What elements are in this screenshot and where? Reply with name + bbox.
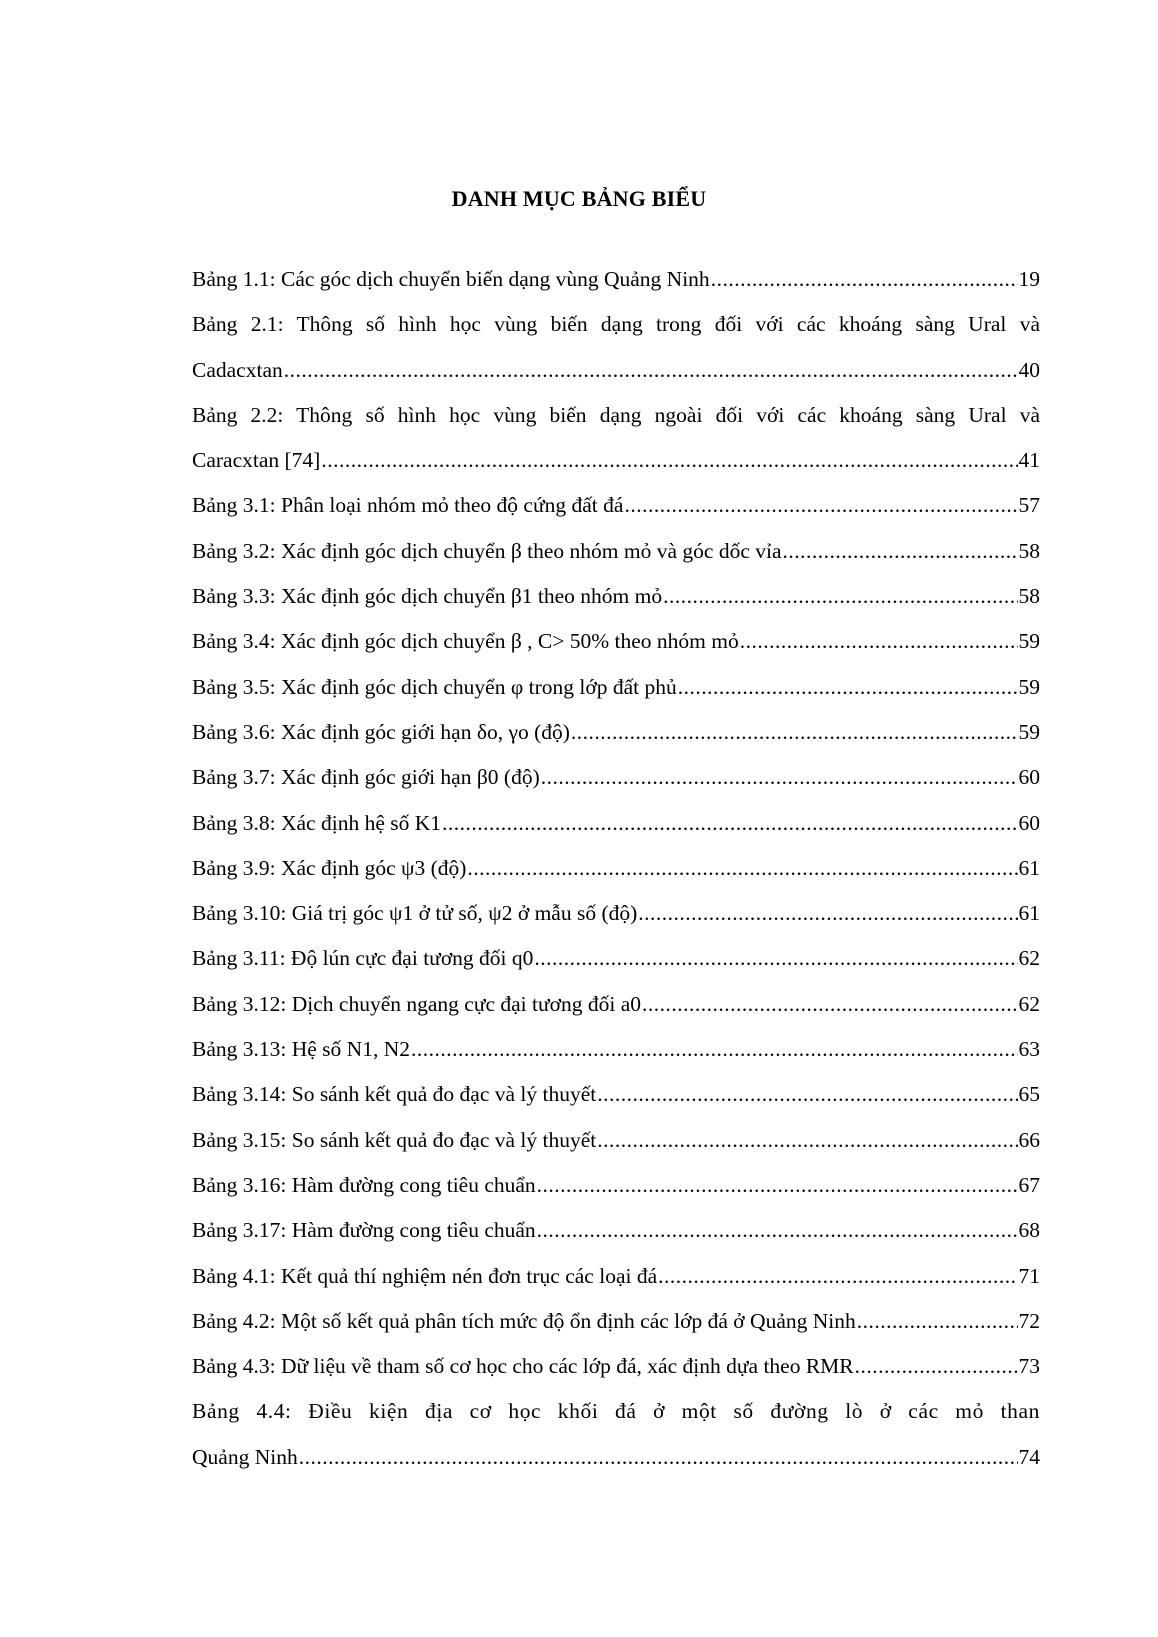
- toc-entry-label: Quảng Ninh: [192, 1444, 298, 1469]
- toc-entry-label: Bảng 3.11: Độ lún cực đại tương đối q0: [192, 946, 534, 971]
- toc-entry-page: 40: [1018, 357, 1040, 382]
- leader-dots: [534, 936, 1017, 981]
- leader-dots: [624, 483, 1017, 528]
- toc-entry-page: 57: [1018, 493, 1040, 518]
- toc-entry-label: Bảng 3.4: Xác định góc dịch chuyển β , C> 50% theo nhóm mỏ: [192, 629, 739, 654]
- toc-entry-page: 72: [1018, 1308, 1040, 1333]
- leader-dots: [711, 257, 1018, 302]
- toc-entry[interactable]: [192, 1208, 1040, 1253]
- toc-entry-page: 67: [1018, 1172, 1040, 1197]
- toc-entry-page: 59: [1018, 719, 1040, 744]
- toc-entry-page: 61: [1018, 855, 1040, 880]
- leader-dots: [638, 891, 1017, 936]
- toc-entry-label: Bảng 3.16: Hàm đường cong tiêu chuẩn: [192, 1172, 536, 1197]
- toc-entry-page: 62: [1018, 991, 1040, 1016]
- toc-entry-page: 73: [1018, 1354, 1040, 1379]
- toc-entry-label: Bảng 3.2: Xác định góc dịch chuyển β theo nhóm mỏ và góc dốc vỉa: [192, 538, 782, 563]
- toc-entry[interactable]: [192, 1118, 1040, 1163]
- toc-entry-label: Bảng 3.17: Hàm đường cong tiêu chuẩn: [192, 1218, 536, 1243]
- toc-entry[interactable]: [192, 755, 1040, 800]
- toc-entry[interactable]: [192, 529, 1040, 574]
- toc-entry-page: 66: [1018, 1127, 1040, 1152]
- toc-entry-label: Bảng 3.14: So sánh kết quả đo đạc và lý thuyết: [192, 1082, 597, 1107]
- leader-dots: [678, 665, 1018, 710]
- toc-entry-label: Bảng 3.3: Xác định góc dịch chuyển β1 theo nhóm mỏ: [192, 584, 663, 609]
- leader-dots: [321, 438, 1017, 483]
- toc-entry[interactable]: [192, 1163, 1040, 1208]
- toc-entry[interactable]: [192, 257, 1040, 302]
- toc-entry-first-line: Bảng 2.2: Thông số hình học vùng biến dạng ngoài đối với các khoáng sàng Ural và: [192, 402, 1040, 427]
- toc-entry[interactable]: [192, 1027, 1040, 1072]
- leader-dots: [855, 1344, 1018, 1389]
- toc-entry[interactable]: [192, 710, 1040, 755]
- leader-dots: [783, 529, 1018, 574]
- table-of-contents: [192, 257, 1040, 1480]
- leader-dots: [663, 574, 1017, 619]
- toc-entry[interactable]: [192, 891, 1040, 936]
- toc-entry-label: Bảng 4.3: Dữ liệu về tham số cơ học cho các lớp đá, xác định dựa theo RMR: [192, 1354, 854, 1379]
- toc-entry-page: 68: [1018, 1218, 1040, 1243]
- toc-entry-label: Bảng 3.7: Xác định góc giới hạn β0 (độ): [192, 765, 540, 790]
- leader-dots: [597, 1072, 1017, 1117]
- toc-entry-page: 71: [1018, 1263, 1040, 1288]
- toc-entry-label: Cadacxtan: [192, 357, 283, 382]
- toc-entry-page: 59: [1018, 674, 1040, 699]
- toc-entry-page: 61: [1018, 901, 1040, 926]
- leader-dots: [467, 846, 1017, 891]
- toc-entry-page: 41: [1018, 448, 1040, 473]
- leader-dots: [857, 1299, 1018, 1344]
- page-title: DANH MỤC BẢNG BIỂU: [451, 186, 707, 211]
- toc-entry-label: Bảng 3.8: Xác định hệ số K1: [192, 810, 442, 835]
- toc-entry-label: Bảng 3.13: Hệ số N1, N2: [192, 1037, 410, 1062]
- leader-dots: [642, 982, 1017, 1027]
- toc-entry-page: 58: [1018, 584, 1040, 609]
- toc-entry[interactable]: [192, 619, 1040, 664]
- leader-dots: [442, 801, 1017, 846]
- toc-entry[interactable]: [192, 1072, 1040, 1117]
- toc-entry[interactable]: [192, 574, 1040, 619]
- toc-entry[interactable]: [192, 483, 1040, 528]
- leader-dots: [537, 1208, 1018, 1253]
- toc-entry-label: Bảng 3.12: Dịch chuyển ngang cực đại tương đối a0: [192, 991, 642, 1016]
- toc-entry-page: 65: [1018, 1082, 1040, 1107]
- toc-entry-label: Bảng 3.6: Xác định góc giới hạn δo, γo (độ): [192, 719, 570, 744]
- toc-entry-label: Bảng 3.5: Xác định góc dịch chuyển φ trong lớp đất phủ: [192, 674, 677, 699]
- toc-entry-label: Caracxtan [74]: [192, 448, 321, 473]
- toc-entry-page: 58: [1018, 538, 1040, 563]
- leader-dots: [740, 619, 1018, 664]
- leader-dots: [411, 1027, 1018, 1072]
- toc-entry[interactable]: [192, 1299, 1040, 1344]
- leader-dots: [299, 1435, 1018, 1480]
- toc-entry-label: Bảng 3.1: Phân loại nhóm mỏ theo độ cứng đất đá: [192, 493, 624, 518]
- toc-entry-label: Bảng 4.1: Kết quả thí nghiệm nén đơn trục các loại đá: [192, 1263, 658, 1288]
- leader-dots: [284, 348, 1018, 393]
- leader-dots: [541, 755, 1018, 800]
- toc-entry[interactable]: [192, 1254, 1040, 1299]
- toc-entry-page: 63: [1018, 1037, 1040, 1062]
- toc-entry[interactable]: [192, 801, 1040, 846]
- toc-entry-page: 74: [1018, 1444, 1040, 1469]
- toc-entry-label: Bảng 3.9: Xác định góc ψ3 (độ): [192, 855, 467, 880]
- toc-entry[interactable]: [192, 846, 1040, 891]
- leader-dots: [658, 1254, 1017, 1299]
- toc-entry-page: 59: [1018, 629, 1040, 654]
- toc-entry[interactable]: [192, 936, 1040, 981]
- toc-entry-page: 60: [1018, 765, 1040, 790]
- toc-entry-label: Bảng 4.2: Một số kết quả phân tích mức độ ổn định các lớp đá ở Quảng Ninh: [192, 1308, 856, 1333]
- toc-entry[interactable]: [192, 302, 1040, 393]
- toc-entry[interactable]: [192, 982, 1040, 1027]
- toc-entry-page: 19: [1018, 267, 1040, 291]
- toc-entry[interactable]: [192, 665, 1040, 710]
- toc-entry[interactable]: [192, 1389, 1040, 1480]
- toc-entry-page: 60: [1018, 810, 1040, 835]
- toc-entry[interactable]: [192, 393, 1040, 484]
- toc-entry-first-line: Bảng 4.4: Điều kiện địa cơ học khối đá ở một số đường lò ở các mỏ than: [192, 1399, 1040, 1424]
- leader-dots: [597, 1118, 1017, 1163]
- toc-entry-label: Bảng 3.15: So sánh kết quả đo đạc và lý thuyết: [192, 1127, 597, 1152]
- toc-entry[interactable]: [192, 1344, 1040, 1389]
- toc-entry-label: Bảng 1.1: Các góc dịch chuyển biến dạng vùng Quảng Ninh: [192, 267, 710, 291]
- leader-dots: [571, 710, 1018, 755]
- toc-entry-first-line: Bảng 2.1: Thông số hình học vùng biến dạng trong đối với các khoáng sàng Ural và: [192, 312, 1040, 337]
- toc-entry-page: 62: [1018, 946, 1040, 971]
- toc-entry-label: Bảng 3.10: Giá trị góc ψ1 ở tử số, ψ2 ở mẫu số (độ): [192, 901, 638, 926]
- leader-dots: [537, 1163, 1018, 1208]
